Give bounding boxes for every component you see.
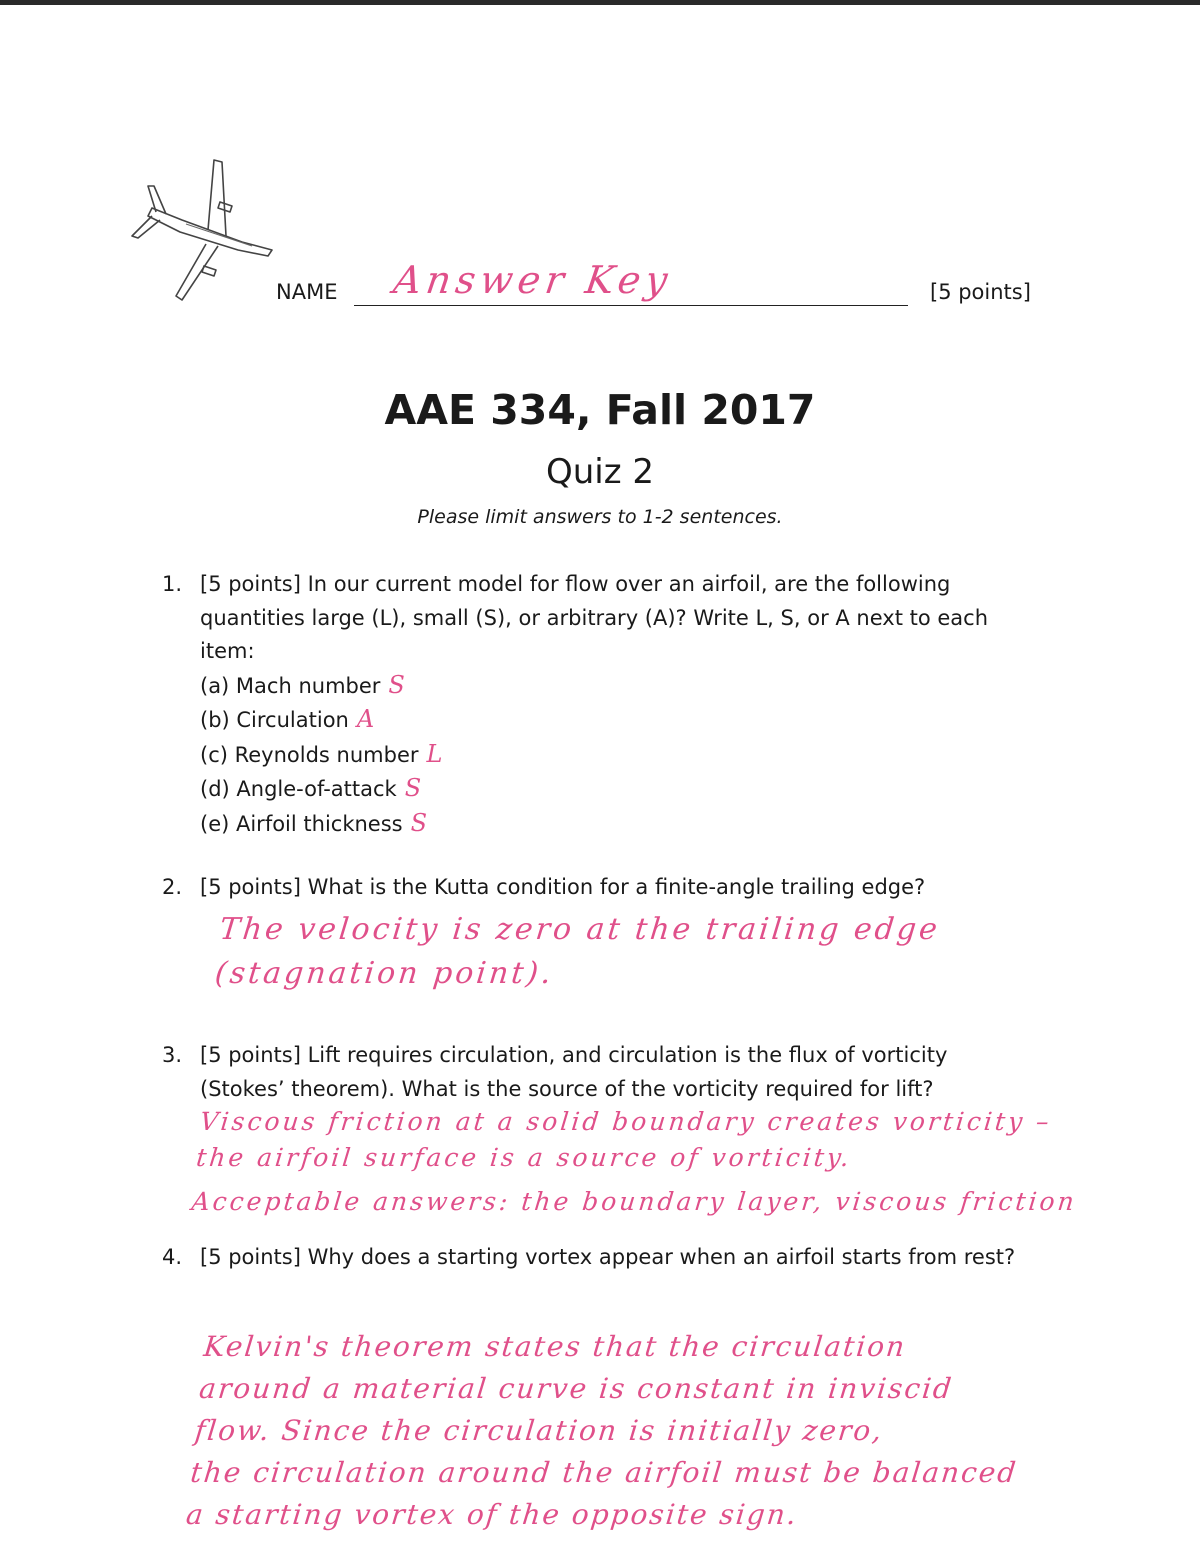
name-label: NAME (276, 280, 338, 304)
question-number: 1. (162, 572, 183, 596)
handwritten-answer: S (404, 774, 422, 802)
question-4 (162, 1241, 1042, 1275)
question-text: [5 points] In our current model for flow over an airfoil, are the following quantities large (L), small (S), or arbitrary (A)? Write L, S, or A next to each item: (200, 572, 989, 663)
handwritten-answer-3 (190, 1104, 1087, 1220)
question-text: [5 points] Lift requires circulation, and circulation is the flux of vorticity (Stokes’ theorem). What is the source of the vorticity required for lift? (200, 1043, 948, 1101)
list-item: (c) Reynolds number L (200, 739, 443, 768)
handwritten-line: flow. Since the circulation is initially zero, (193, 1414, 886, 1447)
handwritten-answer: S (388, 670, 405, 699)
question-number: 3. (162, 1043, 183, 1067)
list-item: (e) Airfoil thickness S (200, 808, 428, 837)
page-title: AAE 334, Fall 2017 (384, 386, 816, 434)
question-3 (162, 1039, 1042, 1106)
handwritten-answer-4 (184, 1326, 1033, 1536)
question-number: 4. (162, 1245, 183, 1269)
handwritten-answer: L (426, 739, 443, 768)
scan-edge (0, 0, 1200, 5)
handwritten-line: the circulation around the airfoil must be balanced (188, 1456, 1020, 1489)
handwritten-line: a starting vortex of the opposite sign. (184, 1498, 800, 1531)
handwritten-line: the airfoil surface is a source of vorticity. (194, 1143, 854, 1172)
handwritten-answer: A (356, 705, 375, 733)
handwritten-answer-2 (213, 908, 942, 996)
airplane-icon (122, 150, 292, 310)
handwritten-line: (stagnation point). (213, 956, 556, 991)
handwritten-answer: S (410, 808, 428, 837)
question-2 (162, 871, 1042, 905)
answer-list (200, 669, 1042, 842)
handwritten-line: The velocity is zero at the trailing edge (217, 912, 942, 947)
question-number: 2. (162, 875, 183, 899)
instructions: Please limit answers to 1-2 sentences. (417, 506, 783, 528)
page-subtitle: Quiz 2 (545, 452, 655, 492)
handwritten-line: Viscous friction at a solid boundary creates vorticity – (198, 1107, 1054, 1136)
handwritten-line: around a material curve is constant in inviscid (197, 1372, 955, 1405)
handwritten-line: Kelvin's theorem states that the circulation (202, 1330, 908, 1363)
handwritten-line: Acceptable answers: the boundary layer, viscous friction (190, 1187, 1079, 1216)
question-1 (162, 568, 1042, 841)
list-item: (b) Circulation A (200, 705, 375, 733)
question-text: [5 points] What is the Kutta condition for a finite-angle trailing edge? (200, 875, 926, 899)
question-text: [5 points] Why does a starting vortex appear when an airfoil starts from rest? (200, 1245, 1016, 1269)
list-item: (d) Angle-of-attack S (200, 774, 422, 802)
name-points: [5 points] (930, 280, 1031, 304)
list-item: (a) Mach number S (200, 670, 405, 699)
name-answer: Answer Key (390, 258, 676, 302)
name-underline (354, 305, 908, 306)
name-row (276, 258, 1056, 318)
